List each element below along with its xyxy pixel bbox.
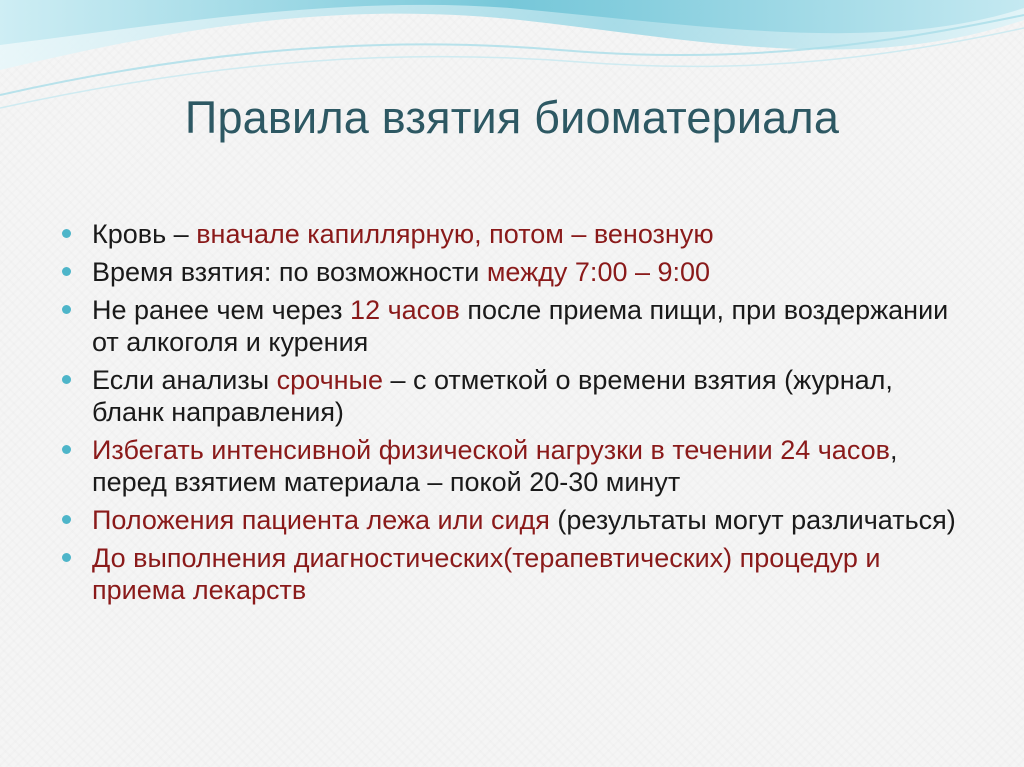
bullet-highlight: между 7:00 – 9:00 xyxy=(486,257,711,287)
bullet-list xyxy=(60,218,960,612)
bullet-dot-icon xyxy=(62,553,71,562)
bullet-dot-icon xyxy=(62,375,71,384)
bullet-item-fasting xyxy=(60,294,960,358)
bullet-item-exercise xyxy=(60,434,960,498)
bullet-text: после приема пищи, при воздержании от алкоголя и курения xyxy=(92,295,949,357)
bullet-item-blood xyxy=(60,218,960,250)
bullet-dot-icon xyxy=(62,305,71,314)
bullet-highlight: До выполнения диагностических(терапевтических) процедур и приема лекарств xyxy=(92,543,881,605)
bullet-item-urgent xyxy=(60,364,960,428)
bullet-text: (результаты могут различаться) xyxy=(549,505,956,535)
bullet-dot-icon xyxy=(62,515,71,524)
bullet-highlight: Положения пациента лежа или сидя xyxy=(92,505,550,535)
bullet-highlight: вначале капиллярную, потом – венозную xyxy=(196,219,714,249)
slide-title: Правила взятия биоматериала xyxy=(184,92,840,143)
bullet-text: Кровь – xyxy=(92,219,197,249)
bullet-dot-icon xyxy=(62,229,71,238)
bullet-text: – с отметкой о времени взятия (журнал, бланк направления) xyxy=(92,365,893,427)
bullet-text: Если анализы xyxy=(92,365,277,395)
bullet-text: , перед взятием материала – покой 20-30 минут xyxy=(92,435,898,497)
bullet-item-position xyxy=(60,504,960,536)
bullet-highlight: Избегать интенсивной физической нагрузки в течении 24 часов xyxy=(92,435,890,465)
bullet-dot-icon xyxy=(62,267,71,276)
bullet-text: Не ранее чем через xyxy=(92,295,351,325)
bullet-text: Время взятия: по возможности xyxy=(92,257,487,287)
bullet-item-procedures xyxy=(60,542,960,606)
bullet-dot-icon xyxy=(62,445,71,454)
bullet-item-time xyxy=(60,256,960,288)
bullet-highlight: 12 часов xyxy=(350,295,460,325)
bullet-highlight: срочные xyxy=(276,365,383,395)
